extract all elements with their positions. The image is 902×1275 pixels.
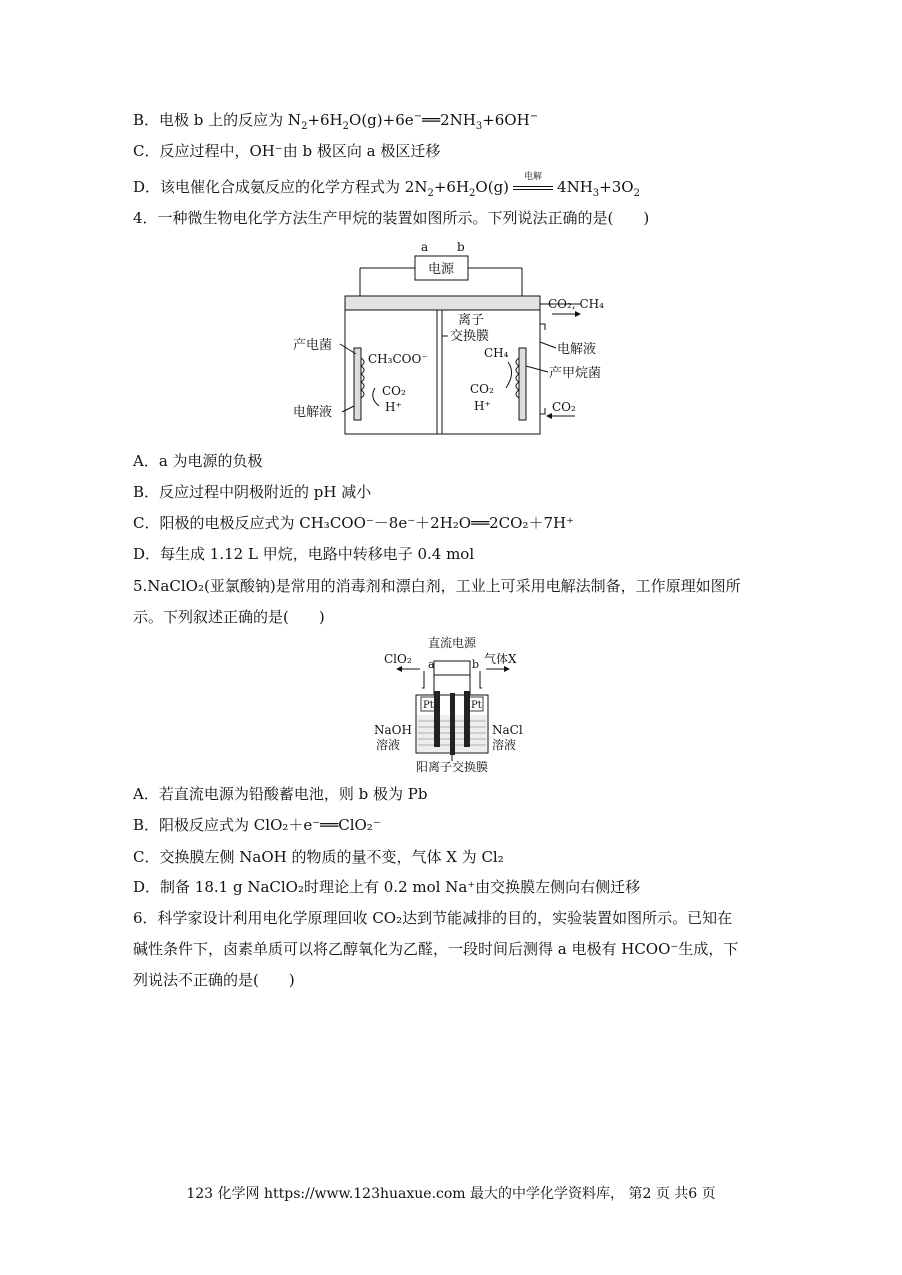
terminal-a: a	[428, 658, 435, 671]
q3-option-b: B．电极 b 上的反应为 $N_2+6H_2O(g)+6e^-══2NH_3+6OH^-$	[133, 111, 539, 132]
membrane-label-2: 交换膜	[450, 329, 490, 344]
q4-option-c: C．阳极的电极反应式为 CH₃COO⁻－8e⁻＋2H₂O══2CO₂＋7H⁺	[133, 514, 575, 532]
naoh-label-2: 溶液	[376, 738, 401, 752]
terminal-b: b	[457, 240, 465, 254]
left-co2-label: CO₂	[382, 384, 406, 398]
clo2-label: ClO₂	[384, 652, 412, 666]
q5-option-d: D．制备 18.1 g NaClO₂时理论上有 0.2 mol Na⁺由交换膜左侧向右侧迁移	[133, 878, 641, 896]
right-h-label: H⁺	[474, 399, 491, 413]
left-h-label: H⁺	[385, 400, 402, 414]
q4-stem: 4．一种微生物电化学方法生产甲烷的装置如图所示。下列说法正确的是( )	[133, 209, 650, 227]
outlet-gas-label: CO₂, CH₄	[548, 297, 604, 311]
naoh-label-1: NaOH	[374, 723, 412, 737]
q4-option-b: B．反应过程中阴极附近的 pH 减小	[133, 483, 372, 501]
q4-option-a: A．a 为电源的负极	[133, 452, 263, 470]
reaction-condition: 电解	[509, 177, 557, 197]
left-bacteria-label: 产电菌	[293, 338, 333, 353]
terminal-b: b	[472, 658, 480, 671]
q5-option-a: A．若直流电源为铅酸蓄电池，则 b 极为 Pb	[133, 785, 428, 803]
q5-diagram	[372, 633, 532, 778]
right-bacteria-label: 产甲烷菌	[549, 366, 602, 381]
q5-stem-line2: 示。下列叙述正确的是( )	[133, 608, 325, 626]
gas-x-label: 气体X	[484, 652, 517, 666]
nacl-label-2: 溶液	[492, 738, 517, 752]
right-electrolyte-label: 电解液	[557, 342, 597, 357]
q6-stem-line2: 碱性条件下，卤素单质可以将乙醇氧化为乙醛，一段时间后测得 a 电极有 HCOO⁻生成，下	[133, 940, 739, 958]
pt-right-label: Pt	[471, 700, 482, 711]
nacl-label-1: NaCl	[492, 723, 523, 737]
pt-left-label: Pt	[423, 700, 434, 711]
q3-option-d: D．该电催化合成氨反应的化学方程式为 $2N_2+6H_2O(g)$ 电解 $4NH_3+3O_2$	[133, 172, 640, 199]
left-electrolyte-label: 电解液	[293, 405, 333, 420]
right-ch4-label: CH₄	[484, 346, 509, 360]
cation-membrane-label: 阳离子交换膜	[415, 760, 489, 774]
q6-stem-line3: 列说法不正确的是( )	[133, 971, 295, 989]
q5-stem-line1: 5.NaClO₂(亚氯酸钠)是常用的消毒剂和漂白剂，工业上可采用电解法制备，工作原理如图所	[133, 577, 741, 595]
q3-option-c: C．反应过程中，OH⁻由 b 极区向 a 极区迁移	[133, 142, 441, 160]
terminal-a: a	[421, 240, 429, 254]
dc-source-label: 直流电源	[427, 636, 477, 650]
q4-diagram	[290, 238, 630, 443]
q5-option-c: C．交换膜左侧 NaOH 的物质的量不变，气体 X 为 Cl₂	[133, 848, 504, 866]
power-source-label: 电源	[427, 262, 455, 277]
right-co2-label: CO₂	[470, 382, 494, 396]
membrane-label-1: 离子	[458, 313, 485, 328]
left-ion-label: CH₃COO⁻	[368, 352, 428, 366]
q5-option-b: B．阳极反应式为 ClO₂＋e⁻══ClO₂⁻	[133, 816, 381, 834]
page-footer: 123 化学网 https://www.123huaxue.com 最大的中学化学资料库， 第2 页 共6 页	[186, 1186, 716, 1202]
q6-stem-line1: 6．科学家设计利用电化学原理回收 CO₂达到节能减排的目的，实验装置如图所示。已知在	[133, 909, 733, 927]
q4-option-d: D．每生成 1.12 L 甲烷，电路中转移电子 0.4 mol	[133, 545, 475, 563]
inlet-gas-label: CO₂	[552, 400, 576, 414]
